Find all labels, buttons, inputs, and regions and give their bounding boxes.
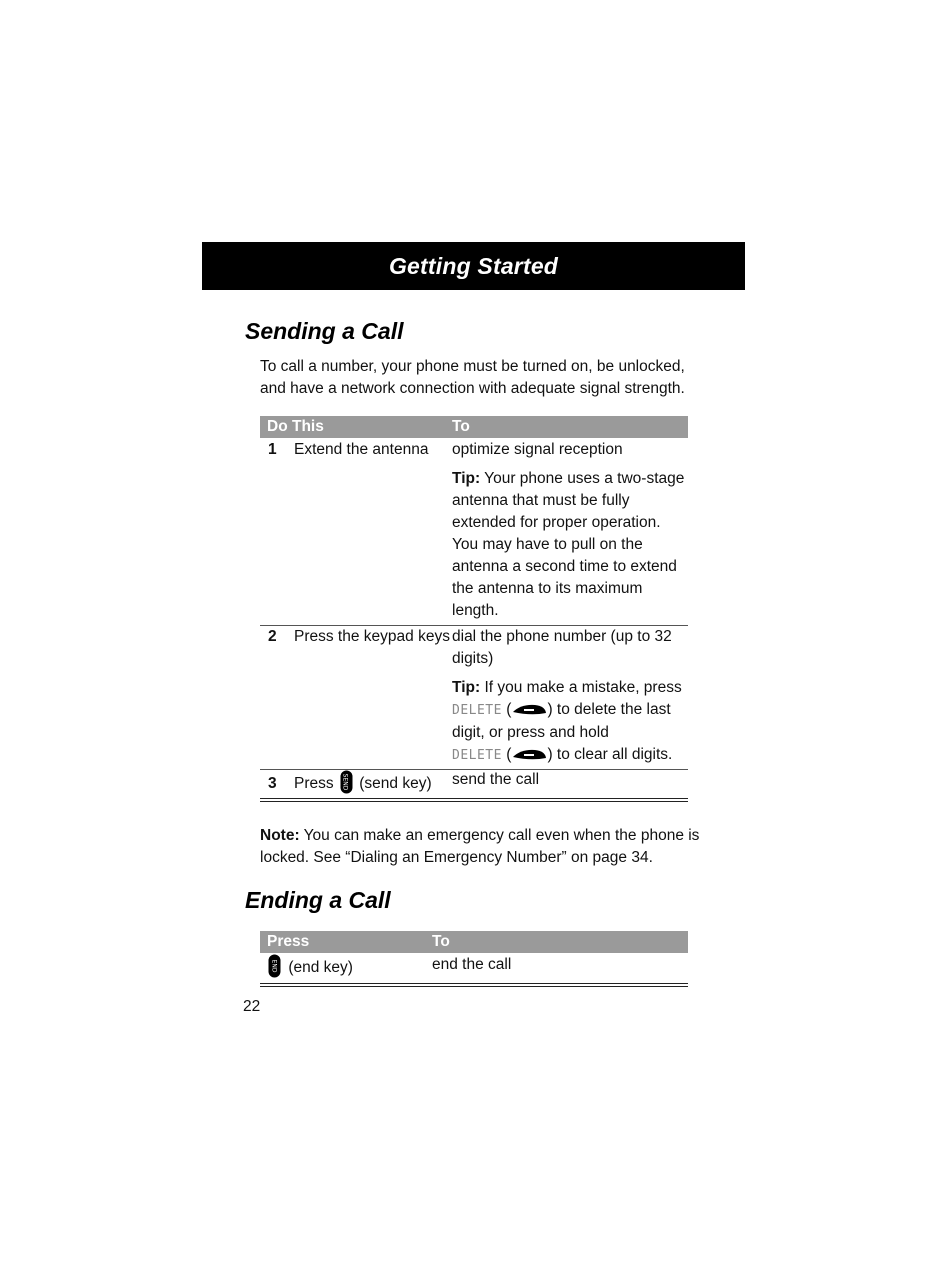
tip-text: Your phone uses a two-stage [484,470,685,487]
end-result: end the call [432,956,512,973]
row-number: 2 [268,628,277,645]
tip-text: antenna a second time to extend [452,558,677,575]
result-text: dial the phone number (up to 32 [452,628,672,645]
row-tip [452,468,688,622]
send-key-icon [340,770,353,794]
right-soft-key-icon [511,748,547,762]
end-key-cell [268,957,353,979]
row-result: optimize signal reception [452,441,623,458]
tip-text: extended for proper operation. [452,514,661,531]
row-tip: Tip: If you make a mistake, press DELETE ( ) to delete the last digit, or press and hold DELETE ( ) to clear all digits. [452,677,688,767]
col-to: To [452,418,470,435]
tip-text: the antenna to its maximum [452,580,643,597]
row-action: Press the keypad keys [294,628,450,645]
col-this: This [292,418,324,435]
tip-label: Tip: [452,679,481,696]
tip-text: digit, or press and hold [452,724,609,741]
action-text: Press [294,775,334,792]
right-soft-key-icon [511,703,547,717]
row-result [452,626,672,670]
tip-text: ) to delete the last [547,701,671,718]
col-to: To [432,933,450,950]
intro-line: To call a number, your phone must be turned on, be unlocked, [260,358,685,375]
key-text: (end key) [288,959,353,976]
tip-label: Tip: [452,470,481,487]
tip-text: If you make a mistake, press [484,679,682,696]
section-heading-ending: Ending a Call [245,887,391,913]
result-text: digits) [452,650,494,667]
delete-softkey-label: DELETE [452,703,502,718]
sending-table-header [260,416,688,438]
table-end-rule [260,983,688,987]
chapter-title: Getting Started [388,252,559,279]
table-end-rule [260,798,688,802]
row-number: 1 [268,441,277,458]
tip-text: You may have to pull on the [452,536,643,553]
end-key-icon [268,954,281,978]
col-press: Press [267,933,310,950]
col-do: Do [267,418,288,435]
note-text: You can make an emergency call even when the phone is [303,827,700,844]
tip-text: antenna that must be fully [452,492,630,509]
section-heading-sending: Sending a Call [245,318,404,344]
row-number: 3 [268,775,277,792]
tip-text: ) to clear all digits. [547,746,673,763]
intro-line: and have a network connection with adequate signal strength. [260,380,685,397]
ending-table-header [260,931,688,953]
svg-text:SEND: SEND [341,773,349,791]
chapter-banner [202,242,745,290]
tip-text: length. [452,602,499,619]
action-text: (send key) [359,775,432,792]
delete-softkey-label: DELETE [452,748,502,763]
row-action [294,773,432,795]
row-result: send the call [452,771,540,788]
row-action: Extend the antenna [294,441,429,458]
emergency-note [260,825,700,869]
note-text: locked. See “Dialing an Emergency Number” on page 34. [260,849,653,866]
svg-text:END: END [270,959,278,973]
page-number: 22 [243,998,261,1015]
sending-intro [260,356,700,400]
note-label: Note: [260,827,300,844]
